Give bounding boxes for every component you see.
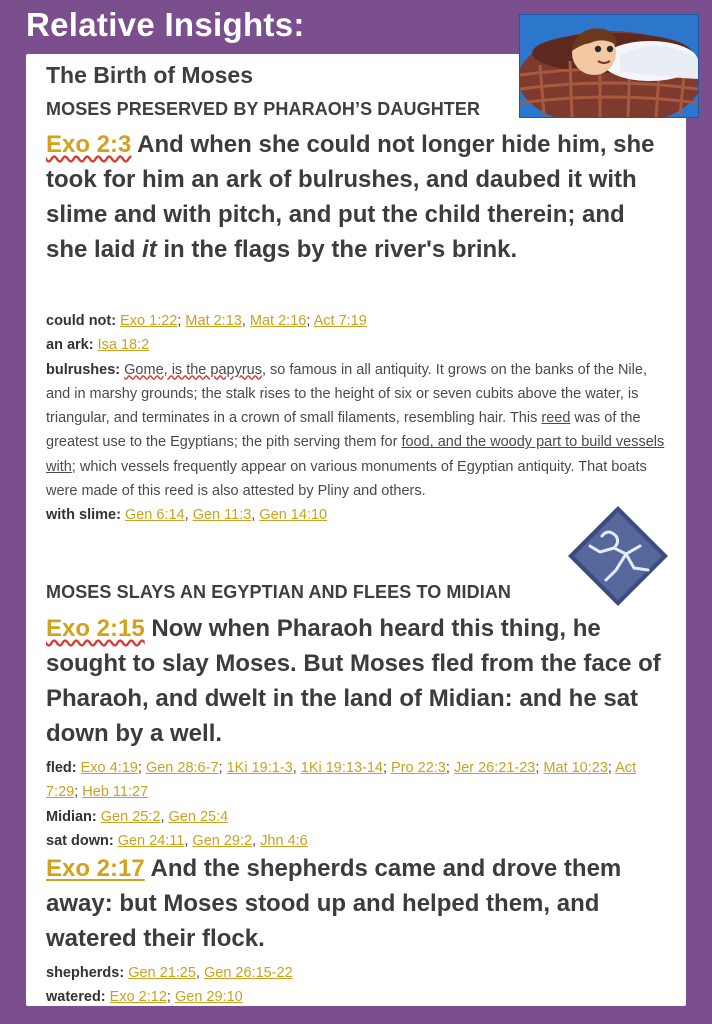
ref-link[interactable]: Mat 2:16 [249,313,307,329]
note-text: was of the greatest use to the Egyptians; the pith serving them for [46,410,641,451]
ref-link[interactable]: Jhn 4:6 [260,832,308,849]
ref-link[interactable]: Exo 4:19 [80,760,138,776]
subheading-slays: MOSES SLAYS AN EGYPTIAN AND FLEES TO MIDIAN [46,582,512,602]
verse-exo-2-17 [46,851,671,956]
note-term: could not: [46,313,117,329]
note-with-slime: with slime: Gen 6:14, Gen 11:3, Gen 14:10 [46,507,328,524]
ref-link[interactable]: Mat 10:23 [543,760,608,776]
subheading-preserved: MOSES PRESERVED BY PHARAOH’S DAUGHTER [46,99,481,119]
note-term: shepherds: [46,965,125,981]
note-term: an ark: [46,337,94,354]
note-shepherds: shepherds: Gen 21:25, Gen 26:15-22 [46,965,293,981]
baby-in-basket-image [519,14,699,118]
page-title: Relative Insights: [26,6,305,43]
ref-link[interactable]: Jer 26:21-23 [453,760,536,776]
ref-link[interactable]: Mat 2:13 [185,313,242,329]
section-heading-birth: The Birth of Moses [46,62,254,88]
note-term: Midian: [46,808,97,825]
ref-link[interactable]: Gen 11:3 [192,507,252,524]
ref-link[interactable]: 1Ki 19:1-3 [226,760,293,776]
verse-ref-link[interactable]: Exo 2:3 [46,131,132,158]
verse-text: And the shepherds came and drove them away: but Moses stood up and helped them, and watered their flock. [46,855,622,952]
ref-link[interactable]: Pro 22:3 [391,760,446,776]
notes-block-3 [46,961,671,1010]
ref-link[interactable]: Gen 6:14 [124,507,185,524]
ref-link[interactable]: 1Ki 19:13-14 [300,760,383,776]
verse-italic: it [142,236,157,263]
verse-text: And when she could not longer hide him, she took for him an ark of bulrushes, and daubed it with slime and with pitch, and put the child therein; and she laid [46,131,655,263]
note-sat-down: sat down: Gen 24:11, Gen 29:2, Jhn 4:6 [46,832,308,849]
note-text: , so famous in all antiquity. It grows on the banks of the Nile, and in marshy grounds; the stalk rises to the height of six or seven cubits above the water, is triangular, and terminates in a crown of small filaments, resembling hair. This [46,361,647,427]
ref-link[interactable]: Gen 28:6-7 [145,760,219,776]
note-underlined-text: reed [541,410,571,427]
ref-link[interactable]: Gen 29:10 [174,989,243,1006]
verse-ref-link[interactable]: Exo 2:15 [46,615,145,642]
note-term: watered: [46,989,106,1006]
ref-link[interactable]: Gen 14:10 [259,507,328,524]
note-bulrushes [46,358,671,504]
ref-link[interactable]: Isa 18:2 [97,337,150,354]
note-could-not: could not: Exo 1:22; Mat 2:13, Mat 2:16; Act 7:19 [46,313,367,329]
note-text: ; which vessels frequently appear on various monuments of Egyptian antiquity. That boats were made of this reed is also attested by Pliny and others. [46,458,647,500]
ref-link[interactable]: Heb 11:27 [82,784,149,801]
note-midian: Midian: Gen 25:2, Gen 25:4 [46,808,229,825]
ref-link[interactable]: Gen 25:4 [168,808,229,825]
verse-text: Now when Pharaoh heard this thing, he sought to slay Moses. But Moses fled from the face of Pharaoh, and dwelt in the land of Midian: and he sat down by a well. [46,615,661,747]
verse-exo-2-15 [46,611,671,751]
ref-link[interactable]: Gen 29:2 [192,832,253,849]
notes-block-1 [46,309,671,528]
ref-link[interactable]: Gen 24:11 [117,832,185,849]
ref-link[interactable]: Gen 21:25 [128,965,196,981]
note-watered: watered: Exo 2:12; Gen 29:10 [46,989,243,1006]
verse-exo-2-3 [46,127,671,267]
note-underlined-text: food, and the woody part to build vessels with [46,434,665,475]
note-term: with slime: [46,507,121,524]
verse-text: in the flags by the river's brink. [156,236,518,263]
note-underlined-text: Gome, is the papyrus [124,361,262,378]
note-term: fled: [46,760,77,776]
ref-link[interactable]: Exo 1:22 [120,313,178,329]
note-term: sat down: [46,832,114,849]
note-fled: fled: Exo 4:19; Gen 28:6-7; 1Ki 19:1-3, 1Ki 19:13-14; Pro 22:3; Jer 26:21-23; Mat 10:23; Act 7:29; Heb 11:27 [46,760,637,801]
ref-link[interactable]: Exo 2:12 [109,989,167,1006]
ref-link[interactable]: Gen 25:2 [100,808,161,825]
note-an-ark [46,333,671,357]
ref-link[interactable]: Act 7:29 [46,760,637,801]
ref-link[interactable]: Gen 26:15-22 [204,965,293,981]
verse-ref-link[interactable]: Exo 2:17 [46,855,145,882]
notes-block-2 [46,756,671,853]
note-term: bulrushes: [46,361,121,378]
ref-link[interactable]: Act 7:19 [313,313,367,329]
